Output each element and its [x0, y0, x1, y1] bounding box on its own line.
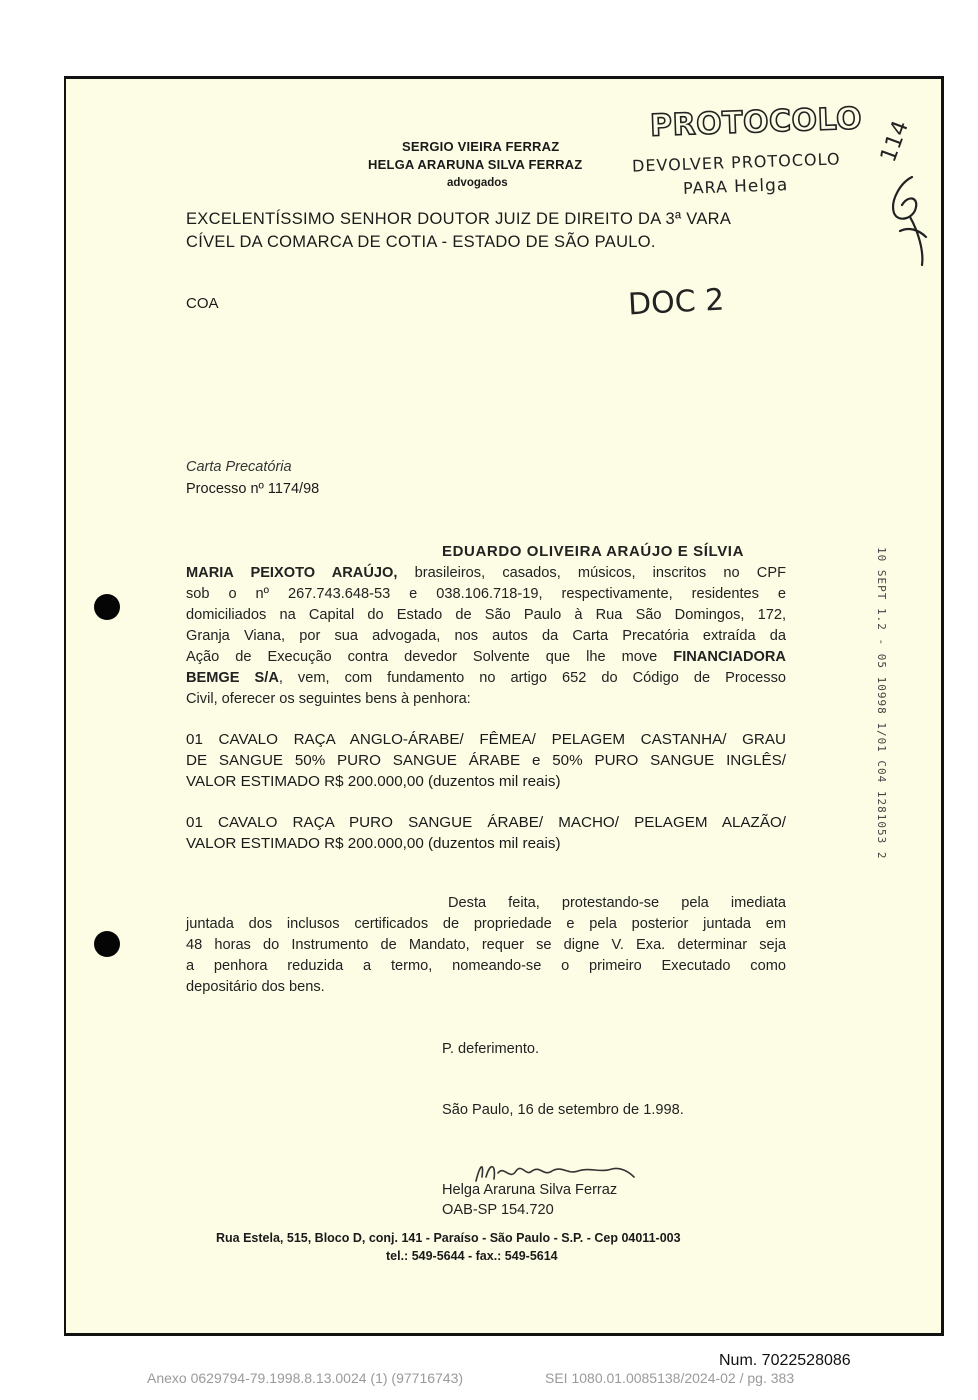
stamp-return-to-name: Helga	[733, 175, 789, 198]
annex-reference: Anexo 0629794-79.1998.8.13.0024 (1) (97716743)	[147, 1370, 464, 1386]
lawyer-name-1: SERGIO VIEIRA FERRAZ	[402, 139, 560, 154]
para2-line-4: a penhora reduzida a termo, nomeando-se o primeiro Executado como	[186, 958, 786, 974]
item2-line-2: VALOR ESTIMADO R$ 200.000,00 (duzentos mil reais)	[186, 835, 561, 852]
party-name-bold: MARIA PEIXOTO ARAÚJO,	[186, 565, 398, 581]
asset-item-1	[186, 729, 786, 792]
process-number: Processo nº 1174/98	[186, 481, 320, 497]
protocolo-stamp: PROTOCOLO	[649, 101, 863, 144]
asset-item-2	[186, 812, 786, 854]
sei-reference: SEI 1080.01.0085138/2024-02 / pg. 383	[545, 1370, 795, 1386]
para2-line-2: juntada dos inclusos certificados de propriedade e pela posterior juntada em	[186, 916, 786, 932]
addressee-line-2: CÍVEL DA COMARCA DE COTIA - ESTADO DE SÃO PAULO.	[186, 233, 656, 251]
para1-line-7: BEMGE S/A, vem, com fundamento no artigo 652 do Código de Processo	[186, 670, 786, 686]
signatory-oab: OAB-SP 154.720	[442, 1202, 554, 1218]
stamp-return-to	[683, 175, 789, 199]
lawyer-name-2: HELGA ARARUNA SILVA FERRAZ	[368, 157, 583, 172]
scanned-document-page	[64, 76, 944, 1336]
parties-paragraph	[186, 563, 786, 710]
doc-handwritten-mark: DOC 2	[627, 282, 726, 323]
stamp-return-line: DEVOLVER PROTOCOLO	[631, 149, 841, 176]
coa-label: COA	[186, 295, 219, 312]
item1-line-2: DE SANGUE 50% PURO SANGUE ÁRABE e 50% PURO SANGUE INGLÊS/	[186, 752, 786, 769]
para1-line-4: domiciliados na Capital do Estado de São Paulo à Rua São Domingos, 172,	[186, 607, 786, 623]
document-type: Carta Precatória	[186, 459, 292, 475]
item1-line-3: VALOR ESTIMADO R$ 200.000,00 (duzentos mil reais)	[186, 773, 561, 790]
stamp-return-to-prefix: PARA	[682, 177, 729, 198]
office-phone-fax: tel.: 549-5644 - fax.: 549-5614	[386, 1249, 558, 1263]
addressee-line-1: EXCELENTÍSSIMO SENHOR DOUTOR JUIZ DE DIREITO DA 3ª VARA	[186, 210, 732, 228]
page-number-handwritten: 114	[876, 117, 914, 166]
document-number: Num. 7022528086	[719, 1352, 851, 1369]
para1-line-3: sob o nº 267.743.648-53 e 038.106.718-19, respectivamente, residentes e	[186, 586, 786, 602]
signatory-name: Helga Araruna Silva Ferraz	[442, 1182, 618, 1198]
item2-line-1: 01 CAVALO RAÇA PURO SANGUE ÁRABE/ MACHO/ PELAGEM ALAZÃO/	[186, 814, 786, 831]
item1-line-1: 01 CAVALO RAÇA ANGLO-ÁRABE/ FÊMEA/ PELAGEM CASTANHA/ GRAU	[186, 731, 786, 748]
place-and-date: São Paulo, 16 de setembro de 1.998.	[442, 1102, 684, 1118]
side-registration-stamp: 10 SEPT 1.2 - 05 10998 1/01 C04 1281053 2	[875, 547, 888, 860]
para2-line-1-wrap	[448, 893, 786, 914]
creditor-name-bold: FINANCIADORA	[673, 649, 786, 665]
punch-hole-bottom	[94, 931, 120, 957]
creditor-name-bold-2: BEMGE S/A	[186, 670, 279, 686]
office-address: Rua Estela, 515, Bloco D, conj. 141 - Paraíso - São Paulo - S.P. - Cep 04011-003	[216, 1231, 681, 1245]
punch-hole-top	[94, 594, 120, 620]
para1-line-8: Civil, oferecer os seguintes bens à penhora:	[186, 691, 471, 707]
para2-line-5: depositário dos bens.	[186, 979, 325, 995]
request-paragraph	[186, 914, 786, 998]
para1-line-2: MARIA PEIXOTO ARAÚJO, brasileiros, casados, músicos, inscritos no CPF	[186, 565, 786, 581]
para2-line-3: 48 horas do Instrumento de Mandato, requer se digne V. Exa. determinar seja	[186, 937, 786, 953]
para1-line-6: Ação de Execução contra devedor Solvente que lhe move FINANCIADORA	[186, 649, 786, 665]
letterhead-role: advogados	[447, 177, 508, 189]
parties-names-line: EDUARDO OLIVEIRA ARAÚJO E SÍLVIA	[442, 543, 745, 560]
para2-line-1: Desta feita, protestando-se pela imediata	[448, 895, 786, 911]
handwritten-initials-mark	[878, 171, 936, 271]
closing-request: P. deferimento.	[442, 1041, 540, 1057]
para1-line-5: Granja Viana, por sua advogada, nos autos da Carta Precatória extraída da	[186, 628, 786, 644]
